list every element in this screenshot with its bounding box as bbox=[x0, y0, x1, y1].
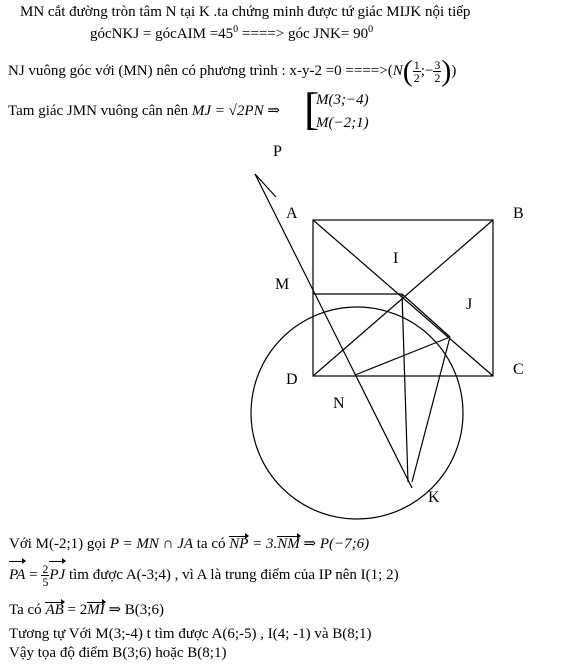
vector-mi: MI bbox=[87, 602, 105, 618]
nj-equation-text: NJ vuông góc với (MN) nên có phương trình : x-y-2 =0 ====>( bbox=[8, 63, 393, 79]
vector-nm: NM bbox=[277, 536, 300, 552]
line-n-j bbox=[355, 337, 450, 375]
vector-pj: PJ bbox=[49, 560, 65, 590]
step-1 bbox=[9, 535, 369, 553]
intro-line-1: MN cắt đường tròn tâm N tại K .ta chứng minh được tứ giác MIJK nội tiếp bbox=[20, 4, 471, 20]
step-1-text: ta có bbox=[193, 536, 230, 552]
close-paren: ) bbox=[451, 63, 457, 79]
label-c: C bbox=[513, 361, 524, 378]
label-d: D bbox=[286, 371, 298, 388]
case-2: M(−2;1) bbox=[316, 115, 369, 131]
step-5-conclusion: Vậy tọa độ điểm B(3;6) hoặc B(8;1) bbox=[9, 645, 227, 661]
step-1-mult: = 3. bbox=[248, 536, 278, 552]
angle-equality: gócNKJ = gócAIM =45 bbox=[90, 26, 234, 42]
vector-pa: PA bbox=[9, 560, 25, 590]
label-k: K bbox=[428, 489, 440, 506]
line-i-j bbox=[402, 294, 450, 337]
label-p: P bbox=[273, 143, 282, 160]
step-4: Tương tự Với M(3;-4) t tìm được A(6;-5) , I(4; -1) và B(8;1) bbox=[9, 626, 372, 642]
fraction-three-halves: $\frac{3}{2}$ bbox=[434, 58, 441, 86]
step-2 bbox=[9, 560, 399, 590]
fraction-half: $\frac{1}{2}$ bbox=[413, 58, 420, 86]
label-j: J bbox=[466, 296, 473, 313]
degree-1: 0 bbox=[233, 24, 239, 35]
label-a: A bbox=[286, 205, 298, 222]
vector-np: NP bbox=[229, 536, 249, 552]
step-3-result: ⇒ B(3;6) bbox=[104, 602, 164, 618]
label-b: B bbox=[513, 205, 524, 222]
step-2-text: tìm được A(-3;4) , vì A là trung điểm của IP nên I(1; 2) bbox=[65, 567, 399, 583]
fraction-two-fifths: $\frac{2}{5}$ bbox=[42, 562, 49, 590]
triangle-equation: MJ = √2PN ⇒ bbox=[191, 103, 280, 119]
step-2-eq: = bbox=[25, 567, 42, 583]
case-1: M(3;−4) bbox=[316, 92, 369, 108]
line-p-tick bbox=[255, 174, 276, 197]
step-3 bbox=[9, 601, 164, 619]
vector-ab: AB bbox=[45, 602, 64, 618]
nj-equation-line: NJ vuông góc với (MN) nên có phương trình : x-y-2 =0 ====>(N( $\frac{1}{2}$ ;− $\frac{3}{2}$ )) bbox=[8, 54, 457, 88]
case-brace: [ bbox=[304, 83, 320, 134]
step-1-intersection: P = MN ∩ JA bbox=[109, 536, 194, 552]
angle-conclusion: ====> góc JNK= 90 bbox=[238, 26, 369, 42]
n-point-label: N bbox=[392, 63, 403, 79]
label-m: M bbox=[275, 276, 290, 293]
step-3-mult: = 2 bbox=[63, 602, 88, 618]
step-3-intro: Ta có bbox=[9, 602, 46, 618]
circle-n bbox=[251, 307, 463, 519]
step-1-result: ⇒ P(−7;6) bbox=[299, 536, 370, 552]
degree-2: 0 bbox=[368, 24, 374, 35]
line-mn-k bbox=[255, 174, 412, 488]
line-i-k bbox=[402, 294, 408, 482]
triangle-text: Tam giác JMN vuông cân nên bbox=[8, 103, 192, 119]
semicolon-minus: ;− bbox=[420, 63, 434, 79]
step-1-intro: Với M(-2;1) gọi bbox=[9, 536, 110, 552]
label-i: I bbox=[393, 250, 399, 267]
label-n: N bbox=[333, 395, 345, 412]
line-j-k bbox=[412, 337, 450, 482]
